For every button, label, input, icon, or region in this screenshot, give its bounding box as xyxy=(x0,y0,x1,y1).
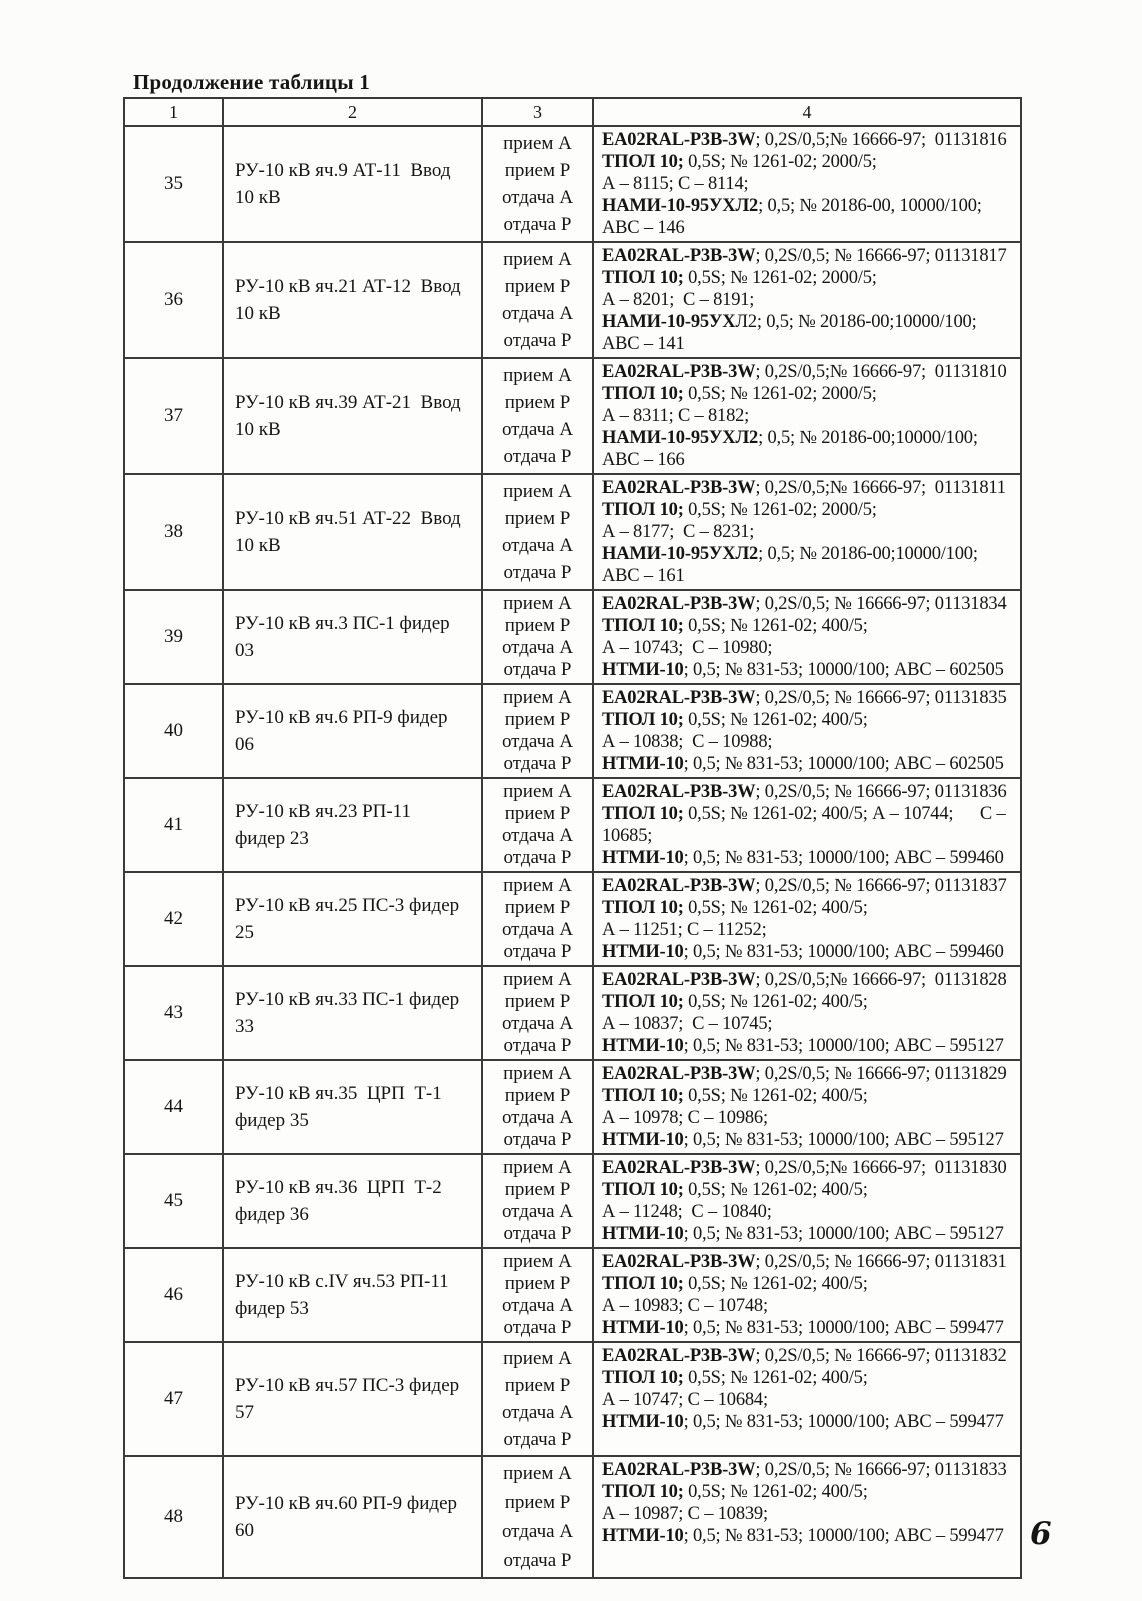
row-number-cell: 35 xyxy=(124,126,223,242)
mode-line: прием А xyxy=(503,481,572,502)
mode-line: прием А xyxy=(503,133,572,154)
mode-line: отдача А xyxy=(501,731,574,752)
table-row xyxy=(124,126,1021,242)
description-line: фидер 23 xyxy=(235,828,309,849)
description-line: РУ-10 кВ яч.23 РП-11 xyxy=(235,801,411,822)
equipment-line: А – 10978; С – 10986; xyxy=(602,1108,768,1128)
equipment-cell xyxy=(593,1154,1021,1248)
column-header-3: 3 xyxy=(482,98,593,126)
equipment-line: 10685; xyxy=(602,826,653,846)
equipment-line: ТПОЛ 10; 0,5S; № 1261-02; 400/5; xyxy=(602,710,868,730)
equipment-line: ТПОЛ 10; 0,5S; № 1261-02; 400/5; xyxy=(602,992,868,1012)
row-number-cell: 38 xyxy=(124,474,223,590)
device-name: EA02RAL-P3B-3W xyxy=(602,246,756,266)
description-line: 06 xyxy=(235,734,254,755)
device-name: НТМИ-10 xyxy=(602,942,684,962)
row-number-cell: 41 xyxy=(124,778,223,872)
description-line: 10 кВ xyxy=(235,187,281,208)
description-line: фидер 53 xyxy=(235,1298,309,1319)
equipment-line: ТПОЛ 10; 0,5S; № 1261-02; 400/5; xyxy=(602,1368,868,1388)
description-cell xyxy=(223,590,482,684)
equipment-line: НАМИ-10-95УХЛ2; 0,5; № 20186-00;10000/100; xyxy=(602,544,978,564)
equipment-line: НАМИ-10-95УХЛ2; 0,5; № 20186-00, 10000/100; xyxy=(602,196,982,216)
device-name: EA02RAL-P3B-3W xyxy=(602,594,756,614)
mode-line: отдача А xyxy=(501,1402,574,1423)
device-name: ТПОЛ 10; xyxy=(602,1482,684,1502)
description-line: фидер 35 xyxy=(235,1110,309,1131)
modes-cell xyxy=(482,590,593,684)
equipment-line: EA02RAL-P3B-3W; 0,2S/0,5; № 16666-97; 01131836 xyxy=(602,782,1007,802)
equipment-line: EA02RAL-P3B-3W; 0,2S/0,5; № 16666-97; 01131833 xyxy=(602,1460,1007,1480)
device-name: НТМИ-10 xyxy=(602,754,684,774)
device-name: EA02RAL-P3B-3W xyxy=(602,1064,756,1084)
equipment-line: EA02RAL-P3B-3W; 0,2S/0,5; № 16666-97; 01131835 xyxy=(602,688,1007,708)
equipment-line: А – 8177; С – 8231; xyxy=(602,522,755,542)
equipment-line: НАМИ-10-95УХЛ2; 0,5; № 20186-00;10000/100; xyxy=(602,428,978,448)
equipment-line: ТПОЛ 10; 0,5S; № 1261-02; 400/5; xyxy=(602,898,868,918)
page-title: Продолжение таблицы 1 xyxy=(133,70,370,94)
mode-line: прием Р xyxy=(504,1085,571,1106)
device-name: ТПОЛ 10; xyxy=(602,898,684,918)
mode-line: отдача Р xyxy=(503,753,572,774)
description-line: 33 xyxy=(235,1016,254,1037)
description-line: 10 кВ xyxy=(235,303,281,324)
row-number-cell: 48 xyxy=(124,1456,223,1578)
equipment-line: НТМИ-10; 0,5; № 831-53; 10000/100; АВС – 599477 xyxy=(602,1318,1004,1338)
device-name: ТПОЛ 10; xyxy=(602,804,684,824)
table-row xyxy=(124,684,1021,778)
description-line: РУ-10 кВ яч.33 ПС-1 фидер xyxy=(235,989,460,1010)
equipment-line: НТМИ-10; 0,5; № 831-53; 10000/100; АВС – 595127 xyxy=(602,1036,1004,1056)
description-cell xyxy=(223,1248,482,1342)
equipment-cell xyxy=(593,474,1021,590)
equipment-cell xyxy=(593,1342,1021,1456)
modes-cell xyxy=(482,1060,593,1154)
equipment-cell xyxy=(593,778,1021,872)
equipment-line: EA02RAL-P3B-3W; 0,2S/0,5;№ 16666-97; 01131828 xyxy=(602,970,1007,990)
mode-line: отдача А xyxy=(501,637,574,658)
equipment-line: НАМИ-10-95УХЛ2; 0,5; № 20186-00;10000/100; xyxy=(602,312,977,332)
mode-line: прием Р xyxy=(504,991,571,1012)
device-name: EA02RAL-P3B-3W xyxy=(602,782,756,802)
equipment-line: НТМИ-10; 0,5; № 831-53; 10000/100; АВС – 602505 xyxy=(602,754,1004,774)
mode-line: прием Р xyxy=(504,1179,571,1200)
device-name: ТПОЛ 10; xyxy=(602,1368,684,1388)
mode-line: прием Р xyxy=(504,1273,571,1294)
description-line: 25 xyxy=(235,922,254,943)
device-name: НТМИ-10 xyxy=(602,848,684,868)
mode-line: прием Р xyxy=(504,709,571,730)
device-name: ТПОЛ 10; xyxy=(602,1180,684,1200)
modes-cell xyxy=(482,242,593,358)
equipment-cell xyxy=(593,1248,1021,1342)
mode-line: отдача А xyxy=(501,419,574,440)
description-line: РУ-10 кВ яч.60 РП-9 фидер xyxy=(235,1493,458,1514)
equipment-line: НТМИ-10; 0,5; № 831-53; 10000/100; АВС – 595127 xyxy=(602,1130,1004,1150)
mode-line: прием Р xyxy=(504,1492,571,1513)
device-name: НАМИ-10-95УХЛ2 xyxy=(602,544,759,564)
device-name: ТПОЛ 10; xyxy=(602,616,684,636)
table-row xyxy=(124,966,1021,1060)
mode-line: отдача Р xyxy=(503,1317,572,1338)
equipment-line: EA02RAL-P3B-3W; 0,2S/0,5; № 16666-97; 01131834 xyxy=(602,594,1007,614)
row-number-cell: 47 xyxy=(124,1342,223,1456)
description-line: РУ-10 кВ яч.39 АТ-21 Ввод xyxy=(235,392,461,413)
device-name: EA02RAL-P3B-3W xyxy=(602,1158,756,1178)
equipment-line: А – 8115; С – 8114; xyxy=(602,174,749,194)
device-name: НАМИ-10-95УХЛ2 xyxy=(602,196,759,216)
equipment-line: А – 10987; С – 10839; xyxy=(602,1504,768,1524)
equipment-line: EA02RAL-P3B-3W; 0,2S/0,5;№ 16666-97; 01131830 xyxy=(602,1158,1007,1178)
device-name: ТПОЛ 10; xyxy=(602,1274,684,1294)
equipment-line: ТПОЛ 10; 0,5S; № 1261-02; 400/5; xyxy=(602,1274,868,1294)
row-number-cell: 43 xyxy=(124,966,223,1060)
device-name: ТПОЛ 10; xyxy=(602,710,684,730)
equipment-line: АВС – 166 xyxy=(602,450,685,470)
mode-line: отдача Р xyxy=(503,659,572,680)
modes-cell xyxy=(482,1456,593,1578)
device-name: НАМИ-10-95УХЛ2 xyxy=(602,428,759,448)
equipment-line: НТМИ-10; 0,5; № 831-53; 10000/100; АВС – 599460 xyxy=(602,848,1004,868)
description-line: РУ-10 кВ яч.51 АТ-22 Ввод xyxy=(235,508,461,529)
mode-line: прием А xyxy=(503,781,572,802)
mode-line: отдача Р xyxy=(503,941,572,962)
mode-line: прием А xyxy=(503,1063,572,1084)
description-line: РУ-10 кВ яч.25 ПС-3 фидер xyxy=(235,895,460,916)
mode-line: отдача Р xyxy=(503,214,572,235)
table-row xyxy=(124,1342,1021,1456)
device-name: ТПОЛ 10; xyxy=(602,384,684,404)
description-line: РУ-10 кВ яч.35 ЦРП Т-1 xyxy=(235,1083,442,1104)
row-number-cell: 37 xyxy=(124,358,223,474)
device-name: EA02RAL-P3B-3W xyxy=(602,1346,756,1366)
device-name: EA02RAL-P3B-3W xyxy=(602,1460,756,1480)
device-name: ТПОЛ 10; xyxy=(602,152,684,172)
description-line: РУ-10 кВ яч.6 РП-9 фидер xyxy=(235,707,448,728)
description-line: фидер 36 xyxy=(235,1204,309,1225)
table-row xyxy=(124,1456,1021,1578)
device-name: НТМИ-10 xyxy=(602,1036,684,1056)
equipment-cell xyxy=(593,126,1021,242)
mode-line: прием А xyxy=(503,1348,572,1369)
mode-line: прием А xyxy=(503,1463,572,1484)
description-line: 57 xyxy=(235,1402,254,1423)
mode-line: прием А xyxy=(503,249,572,270)
description-cell xyxy=(223,1154,482,1248)
mode-line: отдача Р xyxy=(503,1223,572,1244)
equipment-line: А – 10747; С – 10684; xyxy=(602,1390,768,1410)
device-name: НАМИ-10-95УХ xyxy=(602,312,736,332)
equipment-cell xyxy=(593,684,1021,778)
mode-line: отдача А xyxy=(501,825,574,846)
column-header-4: 4 xyxy=(593,98,1021,126)
mode-line: отдача А xyxy=(501,1201,574,1222)
mode-line: отдача Р xyxy=(503,330,572,351)
table-row xyxy=(124,474,1021,590)
table-row xyxy=(124,1060,1021,1154)
description-cell xyxy=(223,1456,482,1578)
equipment-line: EA02RAL-P3B-3W; 0,2S/0,5;№ 16666-97; 01131810 xyxy=(602,362,1007,382)
mode-line: прием Р xyxy=(504,803,571,824)
mode-line: прием Р xyxy=(504,392,571,413)
table-row xyxy=(124,872,1021,966)
mode-line: отдача Р xyxy=(503,446,572,467)
description-cell xyxy=(223,358,482,474)
equipment-line: EA02RAL-P3B-3W; 0,2S/0,5; № 16666-97; 01131831 xyxy=(602,1252,1007,1272)
modes-cell xyxy=(482,474,593,590)
device-name: EA02RAL-P3B-3W xyxy=(602,130,756,150)
description-line: 60 xyxy=(235,1520,254,1541)
description-line: РУ-10 кВ яч.9 АТ-11 Ввод xyxy=(235,160,451,181)
equipment-line: А – 11251; С – 11252; xyxy=(602,920,767,940)
device-name: НТМИ-10 xyxy=(602,1224,684,1244)
column-header-2: 2 xyxy=(223,98,482,126)
equipment-line: НТМИ-10; 0,5; № 831-53; 10000/100; АВС – 595127 xyxy=(602,1224,1004,1244)
device-name: НТМИ-10 xyxy=(602,1526,684,1546)
equipment-line: НТМИ-10; 0,5; № 831-53; 10000/100; АВС – 602505 xyxy=(602,660,1004,680)
device-name: EA02RAL-P3B-3W xyxy=(602,876,756,896)
modes-cell xyxy=(482,966,593,1060)
equipment-line: ТПОЛ 10; 0,5S; № 1261-02; 400/5; xyxy=(602,1086,868,1106)
mode-line: прием А xyxy=(503,969,572,990)
metering-points-table xyxy=(123,97,1022,1579)
equipment-line: ТПОЛ 10; 0,5S; № 1261-02; 2000/5; xyxy=(602,384,877,404)
modes-cell xyxy=(482,1248,593,1342)
mode-line: отдача Р xyxy=(503,1129,572,1150)
equipment-line: АВС – 161 xyxy=(602,566,685,586)
mode-line: прием А xyxy=(503,365,572,386)
equipment-line: EA02RAL-P3B-3W; 0,2S/0,5; № 16666-97; 01131829 xyxy=(602,1064,1007,1084)
row-number-cell: 36 xyxy=(124,242,223,358)
row-number-cell: 39 xyxy=(124,590,223,684)
description-line: РУ-10 кВ яч.36 ЦРП Т-2 xyxy=(235,1177,442,1198)
row-number-cell: 42 xyxy=(124,872,223,966)
device-name: EA02RAL-P3B-3W xyxy=(602,688,756,708)
equipment-line: А – 10837; С – 10745; xyxy=(602,1014,773,1034)
mode-line: прием А xyxy=(503,875,572,896)
description-line: РУ-10 кВ яч.21 АТ-12 Ввод xyxy=(235,276,461,297)
description-cell xyxy=(223,684,482,778)
mode-line: отдача А xyxy=(501,919,574,940)
modes-cell xyxy=(482,126,593,242)
mode-line: отдача Р xyxy=(503,1429,572,1450)
column-header-1: 1 xyxy=(124,98,223,126)
table-row xyxy=(124,358,1021,474)
mode-line: отдача А xyxy=(501,303,574,324)
table-row xyxy=(124,242,1021,358)
equipment-cell xyxy=(593,966,1021,1060)
equipment-line: EA02RAL-P3B-3W; 0,2S/0,5;№ 16666-97; 01131811 xyxy=(602,478,1006,498)
description-cell xyxy=(223,474,482,590)
description-cell xyxy=(223,966,482,1060)
row-number-cell: 45 xyxy=(124,1154,223,1248)
description-cell xyxy=(223,872,482,966)
mode-line: отдача Р xyxy=(503,562,572,583)
modes-cell xyxy=(482,778,593,872)
equipment-cell xyxy=(593,1060,1021,1154)
mode-line: отдача А xyxy=(501,1107,574,1128)
device-name: EA02RAL-P3B-3W xyxy=(602,970,756,990)
equipment-line: НТМИ-10; 0,5; № 831-53; 10000/100; АВС – 599477 xyxy=(602,1412,1004,1432)
mode-line: отдача А xyxy=(501,535,574,556)
description-line: 03 xyxy=(235,640,254,661)
mode-line: отдача А xyxy=(501,1521,574,1542)
equipment-line: ТПОЛ 10; 0,5S; № 1261-02; 2000/5; xyxy=(602,152,877,172)
row-number-cell: 44 xyxy=(124,1060,223,1154)
device-name: ТПОЛ 10; xyxy=(602,1086,684,1106)
mode-line: отдача Р xyxy=(503,1035,572,1056)
mode-line: прием А xyxy=(503,1251,572,1272)
mode-line: отдача А xyxy=(501,1013,574,1034)
description-line: РУ-10 кВ яч.3 ПС-1 фидер xyxy=(235,613,450,634)
device-name: ТПОЛ 10; xyxy=(602,992,684,1012)
description-cell xyxy=(223,126,482,242)
mode-line: прием А xyxy=(503,1157,572,1178)
equipment-line: А – 10983; С – 10748; xyxy=(602,1296,768,1316)
mode-line: прием Р xyxy=(504,1375,571,1396)
equipment-line: ТПОЛ 10; 0,5S; № 1261-02; 2000/5; xyxy=(602,268,877,288)
equipment-line: ТПОЛ 10; 0,5S; № 1261-02; 400/5; А – 10744; С – xyxy=(602,804,1006,824)
equipment-line: EA02RAL-P3B-3W; 0,2S/0,5; № 16666-97; 01131832 xyxy=(602,1346,1007,1366)
equipment-line: АВС – 141 xyxy=(602,334,685,354)
equipment-cell xyxy=(593,358,1021,474)
mode-line: отдача Р xyxy=(503,1550,572,1571)
equipment-line: ТПОЛ 10; 0,5S; № 1261-02; 400/5; xyxy=(602,1180,868,1200)
description-line: РУ-10 кВ яч.57 ПС-3 фидер xyxy=(235,1375,460,1396)
description-line: 10 кВ xyxy=(235,535,281,556)
description-line: 10 кВ xyxy=(235,419,281,440)
modes-cell xyxy=(482,358,593,474)
description-cell xyxy=(223,1342,482,1456)
mode-line: прием Р xyxy=(504,897,571,918)
equipment-line: А – 11248; С – 10840; xyxy=(602,1202,772,1222)
mode-line: прием А xyxy=(503,593,572,614)
table-row xyxy=(124,1154,1021,1248)
mode-line: прием Р xyxy=(504,615,571,636)
device-name: НТМИ-10 xyxy=(602,1318,684,1338)
description-cell xyxy=(223,1060,482,1154)
equipment-line: А – 8201; С – 8191; xyxy=(602,290,755,310)
equipment-line: ТПОЛ 10; 0,5S; № 1261-02; 400/5; xyxy=(602,616,868,636)
modes-cell xyxy=(482,684,593,778)
modes-cell xyxy=(482,1342,593,1456)
modes-cell xyxy=(482,872,593,966)
equipment-line: EA02RAL-P3B-3W; 0,2S/0,5;№ 16666-97; 01131816 xyxy=(602,130,1007,150)
equipment-line: НТМИ-10; 0,5; № 831-53; 10000/100; АВС – 599477 xyxy=(602,1526,1004,1546)
equipment-line: EA02RAL-P3B-3W; 0,2S/0,5; № 16666-97; 01131837 xyxy=(602,876,1007,896)
equipment-line: А – 10743; С – 10980; xyxy=(602,638,773,658)
equipment-cell xyxy=(593,872,1021,966)
description-cell xyxy=(223,778,482,872)
mode-line: прием Р xyxy=(504,508,571,529)
row-number-cell: 40 xyxy=(124,684,223,778)
mode-line: отдача Р xyxy=(503,847,572,868)
device-name: EA02RAL-P3B-3W xyxy=(602,362,756,382)
device-name: НТМИ-10 xyxy=(602,660,684,680)
device-name: EA02RAL-P3B-3W xyxy=(602,1252,756,1272)
mode-line: отдача А xyxy=(501,187,574,208)
modes-cell xyxy=(482,1154,593,1248)
equipment-line: ТПОЛ 10; 0,5S; № 1261-02; 2000/5; xyxy=(602,500,877,520)
equipment-line: EA02RAL-P3B-3W; 0,2S/0,5; № 16666-97; 01131817 xyxy=(602,246,1007,266)
description-line: РУ-10 кВ с.IV яч.53 РП-11 xyxy=(235,1271,449,1292)
equipment-line: А – 8311; С – 8182; xyxy=(602,406,750,426)
mode-line: отдача А xyxy=(501,1295,574,1316)
device-name: НТМИ-10 xyxy=(602,1130,684,1150)
device-name: НТМИ-10 xyxy=(602,1412,684,1432)
equipment-cell xyxy=(593,1456,1021,1578)
device-name: ТПОЛ 10; xyxy=(602,500,684,520)
mode-line: прием Р xyxy=(504,160,571,181)
table-row xyxy=(124,1248,1021,1342)
device-name: EA02RAL-P3B-3W xyxy=(602,478,756,498)
mode-line: прием А xyxy=(503,687,572,708)
description-cell xyxy=(223,242,482,358)
device-name: ТПОЛ 10; xyxy=(602,268,684,288)
header-row xyxy=(124,98,1021,126)
equipment-cell xyxy=(593,590,1021,684)
mode-line: прием Р xyxy=(504,276,571,297)
table-row xyxy=(124,590,1021,684)
equipment-cell xyxy=(593,242,1021,358)
equipment-line: НТМИ-10; 0,5; № 831-53; 10000/100; АВС – 599460 xyxy=(602,942,1004,962)
equipment-line: ТПОЛ 10; 0,5S; № 1261-02; 400/5; xyxy=(602,1482,868,1502)
equipment-line: А – 10838; С – 10988; xyxy=(602,732,773,752)
row-number-cell: 46 xyxy=(124,1248,223,1342)
page-number: 6 xyxy=(1030,1516,1052,1552)
equipment-line: АВС – 146 xyxy=(602,218,685,238)
table-row xyxy=(124,778,1021,872)
